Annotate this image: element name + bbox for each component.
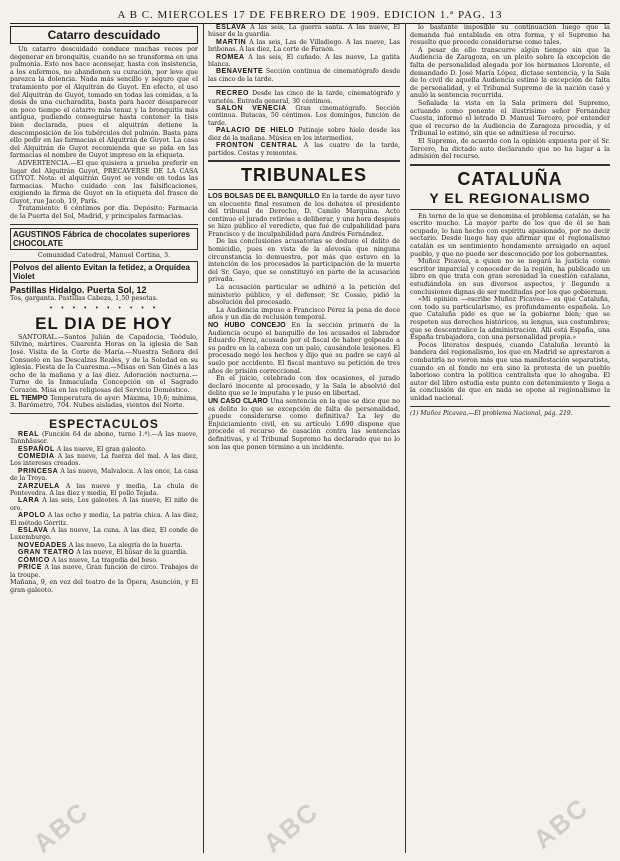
listing-name: PRICE — [18, 564, 42, 572]
listing-text: (Función 64 de abono, turno 1.º).—A las nueve, Tannhäuser. — [10, 430, 198, 446]
tribunales-title: TRIBUNALES — [241, 164, 367, 185]
listing-text: A las nueve, La fuerza del mal. A las diez, Los intereses creados. — [10, 453, 198, 468]
c3-p5: En torno de lo que se denomina el problema catalán, se ha escrito mucho. La mayor parte de los que de él se han ocupado, lo han hecho con espíritu apasionado, por no decir sectario. Desde luego hay que afirmar que el regionalismo catalán es un sentimiento hondamente arraigado en aquel pueblo, y que no puede ser desconocido por los gobernantes. — [410, 211, 610, 258]
listing-item — [10, 527, 198, 542]
listing-item — [208, 24, 400, 39]
listing-item — [208, 54, 400, 69]
newspaper-page — [10, 8, 610, 859]
listing-name: ESPAÑOL — [18, 445, 55, 453]
recreo-label: RECREO — [216, 90, 249, 98]
listing-item — [208, 39, 400, 54]
separator — [410, 406, 610, 407]
listing-name: CÓMICO — [18, 556, 50, 564]
tiempo-text: Temperatura de ayer: Máxima, 10,6; mínima, 3. Barómetro, 704. Nubes aisladas, vientos del Norte. — [10, 393, 198, 410]
listing-text: A las nueve, Malvaloca. A las once, La casa de la Troya. — [10, 467, 198, 483]
listing-text: A las seis, Los galeotes. A las nueve, El niño de oro. — [10, 497, 198, 512]
listing-text: A las nueve, La tragedia del beso. — [49, 556, 158, 564]
fronton-text: A las cuatro de la tarde, partidos. Cestas y remontes. — [208, 142, 400, 157]
listing-item — [10, 446, 198, 453]
top-listings — [208, 24, 400, 83]
listing-item — [10, 497, 198, 512]
tratamiento-text: Tratamiento: 6 céntimos por día. Depósito: Farmacia de la Puerta del Sol, Madrid, y principales farmacias. — [10, 204, 198, 221]
listing-text: A las nueve, La cuna. A las diez, El conde de Luxemburgo. — [10, 527, 198, 542]
listing-item — [10, 431, 198, 446]
separator — [10, 224, 198, 225]
listing-name: ESLAVA — [216, 24, 247, 31]
listing-item — [10, 512, 198, 527]
nohubo-label: NO HUBO CONCEJO — [208, 322, 286, 329]
separator — [208, 189, 400, 190]
watermark-stamp: ABC — [527, 791, 595, 855]
tribunales-p1: En la tarde de ayer tuvo un elocuente final resumen de los debates el presidente del tribunal de Derecho, D. Camilo Marquina. Acto continuo el jurado retiróse a deliberar, y una hora después se hizo público el veredicto, que fué de culpabilidad para Francisco y de inculpabilidad para Andrés Fernández. — [208, 191, 400, 238]
fronton-label: FRONTON CENTRAL — [216, 142, 298, 150]
listing-item — [10, 542, 198, 549]
watermark-stamp: ABC — [257, 795, 325, 859]
cataluna-title: CATALUÑA — [457, 168, 563, 189]
palacio-text: Patinaje sobre hielo desde las diez de la mañana. Música en los intermedios. — [208, 127, 400, 142]
listing-item — [10, 483, 198, 498]
listing-name: NOVEDADES — [18, 541, 67, 549]
separator — [208, 160, 400, 162]
listing-text: A las nueve, El gran galeoto. — [54, 445, 147, 453]
catarro-text: Un catarro descuidado conduce muchas veces por degenerar en bronquitis, cuando no se transforma en una pulmonía. Esto nos hace aconsejar, hasta con insistencia, a los enfermos, no abandonen su curación, por leve que parezca la dolencia. Nada más sencillo y seguro que el tratamiento por el Alquitrán de Guyot. En efecto, el uso del Alquitrán de Guyot, tomado en todas las comidas, a la dosis de una cucharadita, basta para hacer desaparecer en poco tiempo el catarro más tenaz y la bronquitis más antigua, pudiendo conseguirse hasta contener la tisis bien declarada, pues el alquitrán detiene la descomposición de los tubérculos del pulmón. Basta para ello pedir en las farmacias el Alquitrán de Guyot. La casa del Alquitrán de Guyot recomienda que se pida en las farmacias el nombre de Guyot impreso en la etiqueta. — [10, 45, 198, 160]
ad-agustinos-sub: Comunidad Catedral, Manuel Cortina, 3. — [37, 250, 171, 259]
watermark-stamp: ABC — [27, 795, 95, 859]
listing-item — [10, 557, 198, 564]
listing-name: ESLAVA — [18, 527, 49, 535]
listing-text: A las nueve, El húsar de la guardia. — [74, 549, 188, 557]
espectaculos-foot: Mañana, 9, en vez del teatro de la Ópera, Asunción, y El gran galeoto. — [10, 577, 198, 594]
listing-text: A las seis, La guerra santa. A las nueve, El húsar de la guardia. — [208, 24, 400, 39]
separator — [410, 209, 610, 210]
column-3 — [410, 24, 610, 853]
regionalismo-title: Y EL REGIONALISMO — [429, 189, 591, 206]
tribunales-p7: Una sentencia en la que se dice que no es delito lo que se excepción de falta de personalidad, ¿puede considerarse como definitiva? La ley de Enjuiciamiento civil, en su artículo 1.690 dispone que procede el recurso de casación contra las sentencias definitivas, y el Tribunal Supremo ha declarado que no lo son las que ponen término a un incidente. — [208, 396, 400, 451]
listing-text: A las seis, El cuñado. A las nueve, La gatita blanca. — [208, 53, 400, 69]
recreo-text: Desde las cinco de la tarde, cinematógrafo y varietés. Entrada general, 30 céntimos. — [208, 90, 400, 105]
dia-text: SANTORAL.—Santos Julián de Capadocia, Teódulo, Silvino, mártires. Cuarenta Horas en la iglesia de San José. Visita de la Corte de María.—Nuestra Señora del Consuelo en las Descalzas Reales, y de la Soledad en su iglesia. Fiesta de la Cuaresma.—Misas en San Ginés a las ocho de la mañana y a las diez. Adoración nocturna.—Turno de la Inmaculada Concepción en el Sagrado Corazón. Misa en las religiosas del Servicio Doméstico. — [10, 332, 198, 394]
c3-p6: Muñoz Picavea, a quien no se negará la justicia como escritor imparcial y conocedor de la región, ha publicado un libro en que trata con gran serenidad la cuestión catalana, estudiándola en sus diversos aspectos, y llegando a conclusiones dignas de ser meditadas por los que gobiernan. — [410, 257, 610, 296]
listing-name: PRINCESA — [18, 467, 59, 475]
listing-text: A las nueve, Gran función de circo. Trabajos de la troupe. — [10, 564, 198, 579]
espectaculos-list — [10, 431, 198, 579]
tribunales-p5: En la sección primera de la Audiencia ocupó el banquillo de los acusados el labrador Eduardo Pérez, acusado por el fiscal de haber golpeado a su padre en la cabeza con un palo, causándole lesiones. El procesado negó los hechos y dijo que su padre se cayó al suelo por accidente. El fiscal mantuvo su petición de tres años de prisión correccional. — [208, 321, 400, 375]
listing-text: A las nueve y media, La chula de Pontevedra. A las diez y media, El pollo Tejada. — [10, 482, 198, 498]
column-1 — [10, 24, 198, 853]
listing-name: ZARZUELA — [18, 482, 60, 490]
ad-pastillas: Pastillas Hidalgo. Puerta Sol, 12 — [10, 285, 147, 296]
separator — [10, 413, 198, 414]
espectaculos-title: ESPECTACULOS — [49, 416, 159, 431]
listing-name: LARA — [18, 497, 40, 505]
c3-p4: El Supremo, de acuerdo con la opinión expuesta por el Sr. Tercero, ha dictado auto declarando que no ha lugar a la admisión del recurso. — [410, 136, 610, 161]
salon-text: Gran cinematógrafo. Sección continua. Butacas, 50 céntimos. Los domingos, función de tarde. — [208, 105, 400, 127]
listing-text: A las nueve, La alegría de la huerta. — [66, 541, 183, 549]
column-2 — [208, 24, 400, 853]
footnote: (1) Muñoz Picavea.—El problema Nacional, pág. 219. — [410, 409, 573, 417]
listing-text: A las ocho y media, La patria chica. A las diez, El método Górritz. — [10, 512, 198, 527]
listing-item — [10, 564, 198, 579]
column-divider-1 — [203, 24, 204, 853]
listing-name: APOLO — [18, 512, 46, 520]
dia-title: EL DIA DE HOY — [35, 313, 173, 333]
listing-name: MARTIN — [216, 38, 247, 46]
advertencia-text: ADVERTENCIA.—El que quisiera a prueba preferir en lugar del Alquitrán Guyot, PRECAVERSE DE LA CASA GUYOT. Nota: el alquitrán Guyot se vende en todas las farmacias. Mucho cuidado con las falsificaciones, exigiendo la firma de Guyot en la etiqueta del frasco de Guyot, rue Jacob, 19, París. — [10, 158, 198, 205]
listing-name: ROMEA — [216, 53, 245, 61]
column-divider-2 — [405, 24, 406, 853]
separator — [410, 164, 610, 166]
listing-name: GRAN TEATRO — [18, 549, 75, 557]
listing-name: COMEDIA — [18, 453, 55, 460]
ornament-divider: • • • • • • • • • • — [49, 304, 159, 312]
tribunales-p4: La Audiencia impuso a Francisco Pérez la pena de doce años y un día de reclusión temporal. — [208, 305, 400, 322]
unicaso-label: UN CASO CLARO — [208, 397, 268, 405]
listing-item — [10, 549, 198, 556]
ad-agustinos: AGUSTINOS Fábrica de chocolates superiores CHOCOLATE — [10, 228, 198, 250]
c3-p1: lo bastante imposible su continuación luego que la demanda fué entablada en otra forma, y el Supremo ha resuelto que procede considerarse como tales. — [410, 24, 610, 47]
tribunales-p3: La acusación particular se adhirió a la petición del ministerio público, y el defensor, Sr. Cossío, pidió la absolución del procesado. — [208, 283, 400, 307]
listing-item — [208, 68, 400, 83]
separator — [208, 86, 400, 87]
tiempo-label: EL TIEMPO — [10, 394, 48, 402]
c3-p7: «Mi opinión —escribe Muñoz Picavea— es que Cataluña, con todo su particularismo, es profundamente española. Lo que Cataluña pide es que se la gobierne bien; que se respeten sus derechos históricos, su lengua, sus costumbres; que se descentralice la administración. Allí está España, una España trabajadora, con una personalidad propia.» — [410, 295, 610, 342]
listing-item — [10, 468, 198, 483]
c3-p2: A pesar de ello transcurre algún tiempo sin que la Audiencia de Zaragoza, en un pleito sobre la excepción de falta de personalidad alegada por los hermanos Llorente, el demandado D. José María López, dictase sentencia, y la Sala de lo civil de aquella Audiencia estimó la excepción de falta de personalidad, y el Tribunal Supremo de la nación casó y anuló la sentencia recurrida. — [410, 45, 610, 100]
listing-item — [10, 453, 198, 468]
c3-p8: Pocos literatos después, cuando Cataluña levantó la bandera del regionalismo, los que en Madrid se aprestaron a combatirla no vieron más que una manifestación separatista, cuando en el fondo no era sino la protesta de un pueblo laborioso contra la política centralista que lo ahogaba. El autor del libro estudia este punto con detenimiento y llega a la conclusión de que en nada se opone al regionalismo la unidad nacional. — [410, 340, 610, 402]
tribunales-p2: De las conclusiones acusatorias se deduce el delito de homicidio, pues en vista de la alevosía que ninguna circunstancia lo demuestra, por más que estuvo en la intención de los procesados la participación de la muerte del Sr. Gayo, que se constituyó en parte de la acusación privada. — [208, 237, 400, 284]
bolsa-label: LOS BOLSAS DE EL BANQUILLO — [208, 192, 320, 200]
catarro-title: Catarro descuidado — [10, 26, 198, 44]
ad-tos: Tos, garganta. Pastillas Cabeza, 1,50 pesetas. — [10, 294, 158, 303]
ad-polvos: Polvos del aliento Evitan la fetidez, a Orquídea Violet — [10, 261, 198, 283]
tribunales-p6: En el juicio, celebrado con dos ocasiones, el jurado declaró inocente al procesado, y la Sala le absolvió del delito que se le imputaba y le puso en libertad. — [208, 374, 400, 398]
salon-label: SALON VENECIA — [216, 105, 287, 113]
listing-text: Sección continua de cinematógrafo desde las cinco de la tarde. — [208, 68, 400, 83]
listing-name: REAL — [18, 430, 40, 438]
listing-text: A las seis, Las de Villadiego. A las nueve, Las bribonas. A las diez, La corte de Faraón. — [208, 38, 400, 54]
listing-name: BENAVENTE — [216, 68, 264, 76]
palacio-label: PALACIO DE HIELO — [216, 127, 295, 135]
page-header: A B C. MIERCOLES 17 DE FEBRERO DE 1909. EDICION 1.ª PAG. 13 — [117, 9, 503, 21]
columns — [10, 24, 610, 853]
c3-p3: Señalada la vista en la Sala primera del Supremo, actuando como ponente el ilustrísimo señor Fernández Cuesta, informó el letrado D. Manuel Tercero, por entender que el recurso de la Audiencia de Zaragoza procedía, y el Tribunal lo estimó, sin que se admitiese el recurso. — [410, 98, 610, 138]
